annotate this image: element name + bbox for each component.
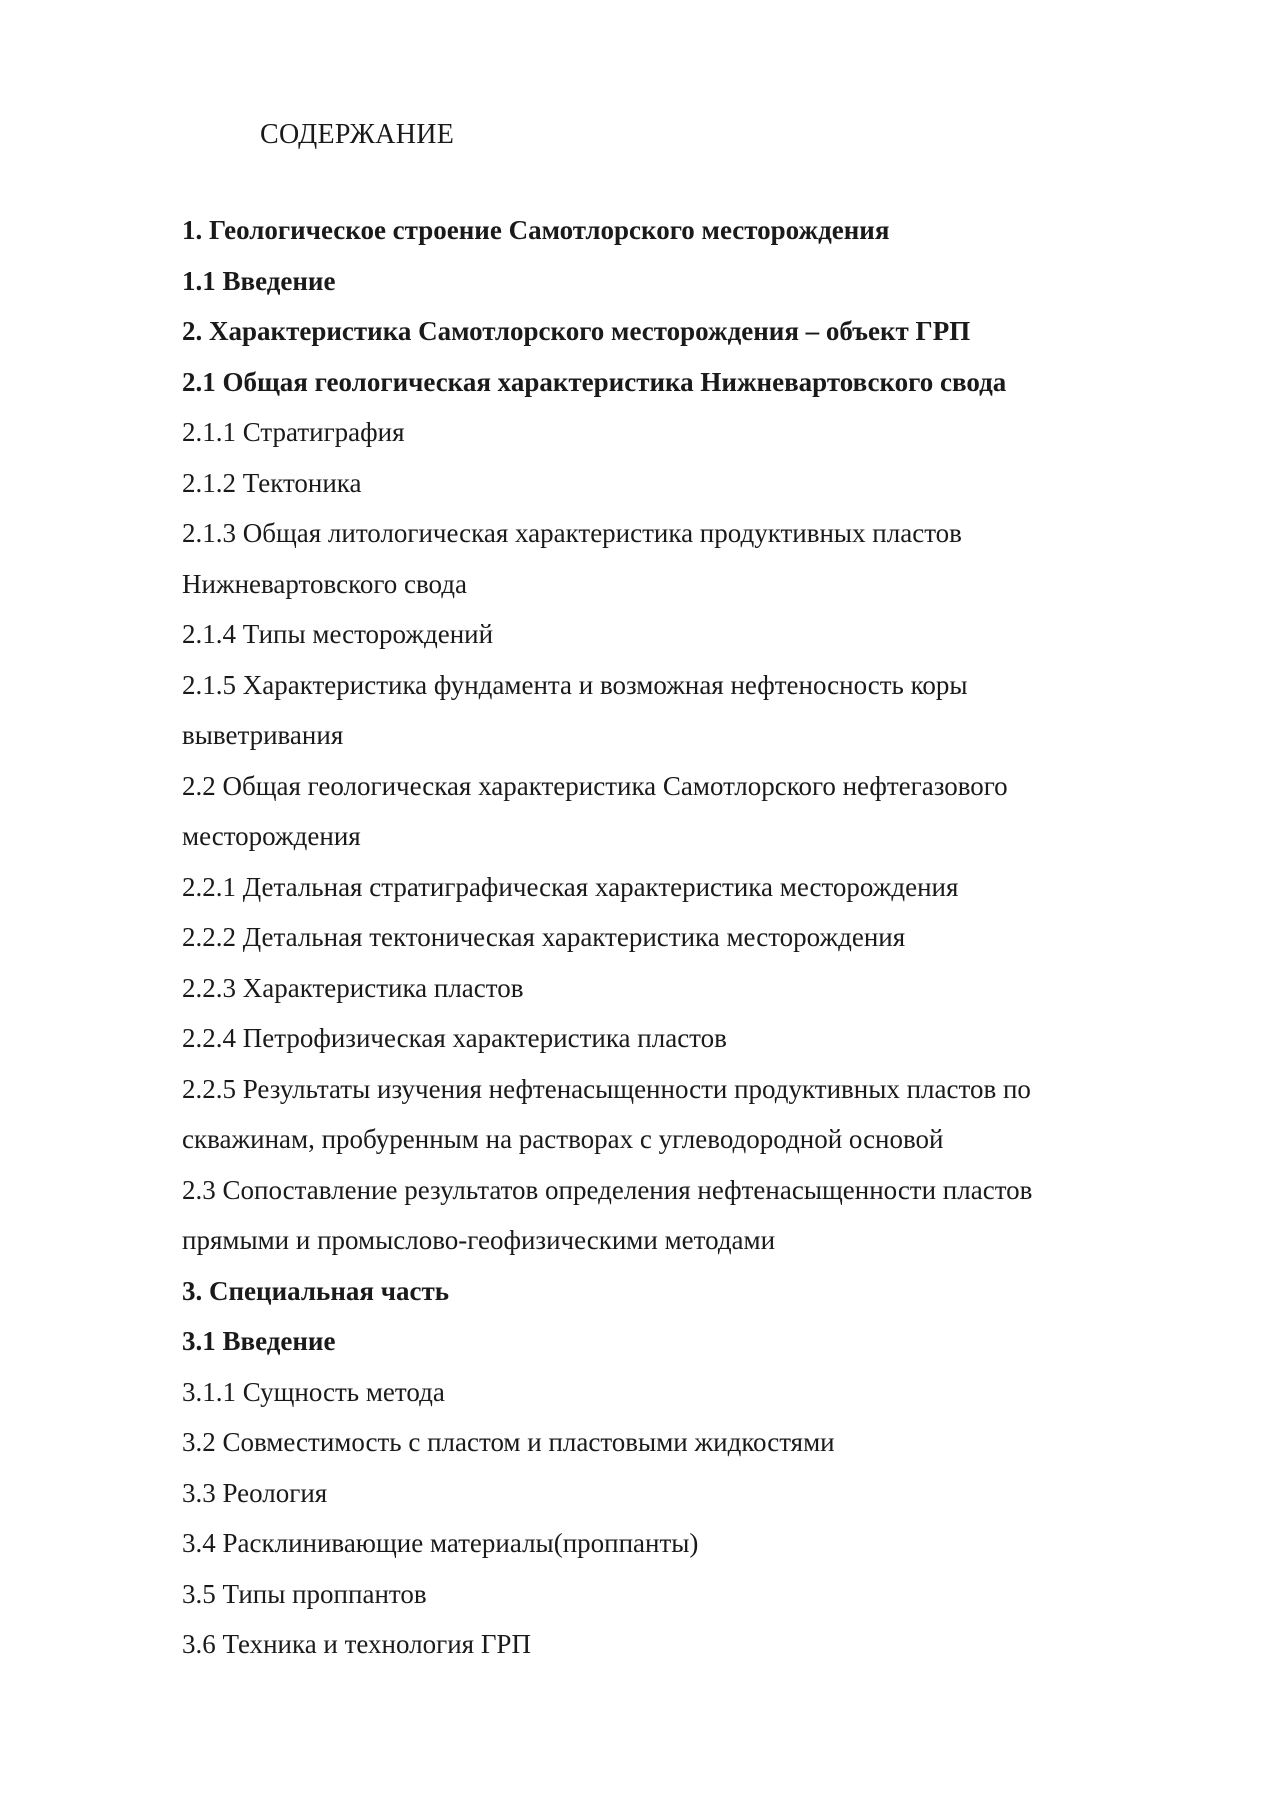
toc-line: 2.1.5 Характеристика фундамента и возможная нефтеносность коры: [182, 669, 968, 700]
toc-line: 2.1.1 Стратиграфия: [182, 417, 405, 447]
toc-line: 3.2 Совместимость с пластом и пластовыми жидкостями: [182, 1427, 835, 1457]
toc-line: 1.1 Введение: [182, 265, 336, 296]
toc-line: 2.1 Общая геологическая характеристика Нижневартовского свода: [182, 366, 1007, 397]
toc-line: месторождения: [182, 821, 361, 851]
toc-line: 2.2.3 Характеристика пластов: [182, 972, 524, 1003]
toc-line: выветривания: [182, 720, 344, 750]
toc-line: 3.5 Типы проппантов: [182, 1578, 427, 1609]
page-title: СОДЕРЖАНИЕ: [260, 119, 455, 150]
toc-line: 2.2.2 Детальная тектоническая характеристика месторождения: [182, 922, 906, 952]
toc-line: 2.1.4 Типы месторождений: [182, 619, 494, 649]
toc-line: 3.1 Введение: [182, 1326, 336, 1356]
toc-line: 3.6 Техника и технология ГРП: [182, 1629, 531, 1659]
toc-line: 2.2.4 Петрофизическая характеристика пластов: [182, 1023, 727, 1053]
toc-line: 3.3 Реология: [182, 1477, 328, 1508]
toc-line: Нижневартовского свода: [182, 568, 467, 599]
toc-line: 2.1.2 Тектоника: [182, 467, 362, 498]
toc-line: 1. Геологическое строение Самотлорского месторождения: [182, 215, 890, 245]
toc-line: 3.4 Расклинивающие материалы(проппанты): [182, 1528, 699, 1558]
toc-line: скважинам, пробуренным на растворах с углеводородной основой: [182, 1124, 944, 1154]
toc-line: 2.2.5 Результаты изучения нефтенасыщенности продуктивных пластов по: [182, 1073, 1031, 1104]
table-of-contents: [182, 205, 1182, 1670]
toc-line: 2.3 Сопоставление результатов определения нефтенасыщенности пластов: [182, 1174, 1033, 1205]
toc-line: прямыми и промыслово-геофизическими методами: [182, 1225, 776, 1255]
toc-line: 2. Характеристика Самотлорского месторождения – объект ГРП: [182, 316, 971, 346]
toc-line: 2.2.1 Детальная стратиграфическая характеристика месторождения: [182, 871, 959, 902]
toc-line: 3. Специальная часть: [182, 1275, 449, 1306]
toc-line: 3.1.1 Сущность метода: [182, 1376, 445, 1407]
toc-line: 2.1.3 Общая литологическая характеристика продуктивных пластов: [182, 518, 962, 548]
toc-line: 2.2 Общая геологическая характеристика Самотлорского нефтегазового: [182, 770, 1008, 801]
